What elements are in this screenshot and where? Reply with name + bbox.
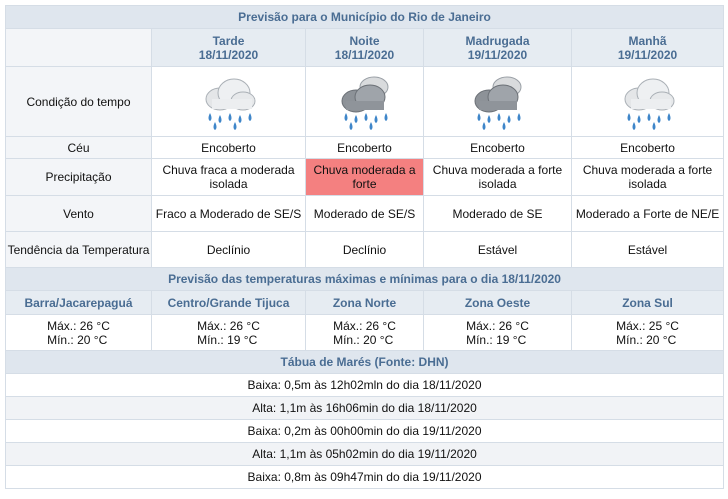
weather-forecast-widget: [5, 5, 723, 489]
temp-max: Máx.: 26 °C: [466, 318, 529, 333]
vento-value: Moderado a Forte de NE/E: [572, 196, 724, 232]
period-name: Tarde: [212, 33, 245, 48]
forecast-table: [5, 5, 724, 489]
vento-value: Moderado de SE: [424, 196, 572, 232]
temp-min: Mín.: 20 °C: [47, 332, 108, 347]
temp-min: Mín.: 19 °C: [466, 332, 527, 347]
temp-max: Máx.: 26 °C: [333, 318, 396, 333]
temp-max: Máx.: 25 °C: [616, 318, 679, 333]
temp-max: Máx.: 26 °C: [47, 318, 110, 333]
period-header-noite: [306, 29, 424, 67]
zone-name: Barra/Jacarepaguá: [6, 291, 152, 315]
precipitacao-value: Chuva moderada a forte isolada: [424, 159, 572, 196]
tendencia-value: Estável: [572, 232, 724, 268]
vento-value: Fraco a Moderado de SE/S: [152, 196, 306, 232]
rain-cloud-dark-icon: [334, 73, 396, 131]
tendencia-value: Declínio: [306, 232, 424, 268]
period-date: 18/11/2020: [334, 47, 395, 62]
precipitacao-value-highlighted: Chuva moderada a forte: [306, 159, 424, 196]
row-label-condicao: Condição do tempo: [6, 67, 152, 137]
period-date: 19/11/2020: [617, 47, 678, 62]
temperatures-title: Previsão das temperaturas máximas e mínimas para o dia 18/11/2020: [6, 268, 724, 291]
ceu-value: Encoberto: [424, 137, 572, 159]
rain-cloud-icon: [617, 73, 679, 131]
ceu-value: Encoberto: [152, 137, 306, 159]
row-label-tendencia: Tendência da Temperatura: [6, 232, 152, 268]
zone-name: Zona Sul: [572, 291, 724, 315]
vento-value: Moderado de SE/S: [306, 196, 424, 232]
tides-title: Tábua de Marés (Fonte: DHN): [6, 351, 724, 374]
ceu-value: Encoberto: [306, 137, 424, 159]
period-header-madrugada: [424, 29, 572, 67]
tide-row: Baixa: 0,8m às 09h47min do dia 19/11/2020: [6, 466, 724, 489]
period-name: Madrugada: [465, 33, 530, 48]
empty-corner: [6, 29, 152, 67]
zone-name: Zona Oeste: [424, 291, 572, 315]
tide-row: Baixa: 0,5m às 12h02mln do dia 18/11/2020: [6, 374, 724, 397]
row-label-ceu: Céu: [6, 137, 152, 159]
period-header-tarde: [152, 29, 306, 67]
row-label-vento: Vento: [6, 196, 152, 232]
tendencia-value: Estável: [424, 232, 572, 268]
temp-min: Mín.: 20 °C: [333, 332, 394, 347]
period-name: Manhã: [628, 33, 667, 48]
tide-row: Alta: 1,1m às 16h06min do dia 18/11/2020: [6, 397, 724, 420]
row-label-precipitacao: Precipitação: [6, 159, 152, 196]
tide-row: Baixa: 0,2m às 00h00min do dia 19/11/2020: [6, 420, 724, 443]
period-date: 19/11/2020: [467, 47, 528, 62]
zone-name: Centro/Grande Tijuca: [152, 291, 306, 315]
ceu-value: Encoberto: [572, 137, 724, 159]
forecast-title: Previsão para o Município do Rio de Janeiro: [6, 6, 724, 29]
rain-cloud-icon: [198, 73, 260, 131]
tendencia-value: Declínio: [152, 232, 306, 268]
zone-name: Zona Norte: [306, 291, 424, 315]
period-name: Noite: [349, 33, 380, 48]
tide-row: Alta: 1,1m às 05h02min do dia 19/11/2020: [6, 443, 724, 466]
temp-max: Máx.: 26 °C: [197, 318, 260, 333]
temp-min: Mín.: 19 °C: [197, 332, 258, 347]
temp-min: Mín.: 20 °C: [616, 332, 677, 347]
period-date: 18/11/2020: [198, 47, 259, 62]
precipitacao-value: Chuva fraca a moderada isolada: [152, 159, 306, 196]
precipitacao-value: Chuva moderada a forte isolada: [572, 159, 724, 196]
period-header-manha: [572, 29, 724, 67]
rain-cloud-dark-icon: [467, 73, 529, 131]
